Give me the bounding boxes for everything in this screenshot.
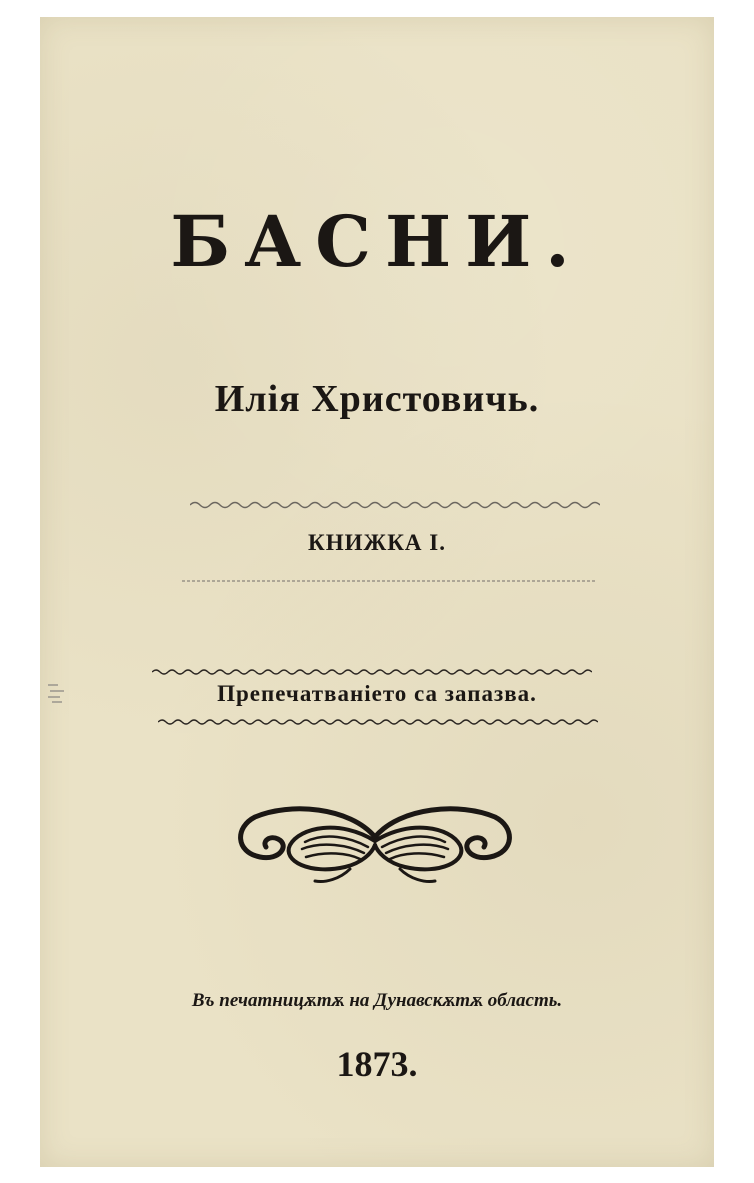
title-page xyxy=(40,17,714,1167)
rights-bottom-wavy-rule xyxy=(158,717,598,727)
flourish-ornament-icon xyxy=(230,797,520,887)
publication-year: 1873. xyxy=(336,1044,418,1084)
margin-mark xyxy=(46,681,68,705)
author-name: Илія Христовичь. xyxy=(214,378,540,420)
bottom-rule xyxy=(182,577,597,585)
book-title: БАСНИ. xyxy=(170,200,584,283)
printer-imprint: Въ печатницѫтѫ на Дунавскѫтѫ область. xyxy=(191,990,563,1011)
reprint-rights-notice: Препечатваніето са запазва. xyxy=(217,681,537,706)
top-wavy-rule xyxy=(190,499,600,511)
rights-top-wavy-rule xyxy=(152,667,592,677)
volume-label: КНИЖКА I. xyxy=(308,530,446,555)
